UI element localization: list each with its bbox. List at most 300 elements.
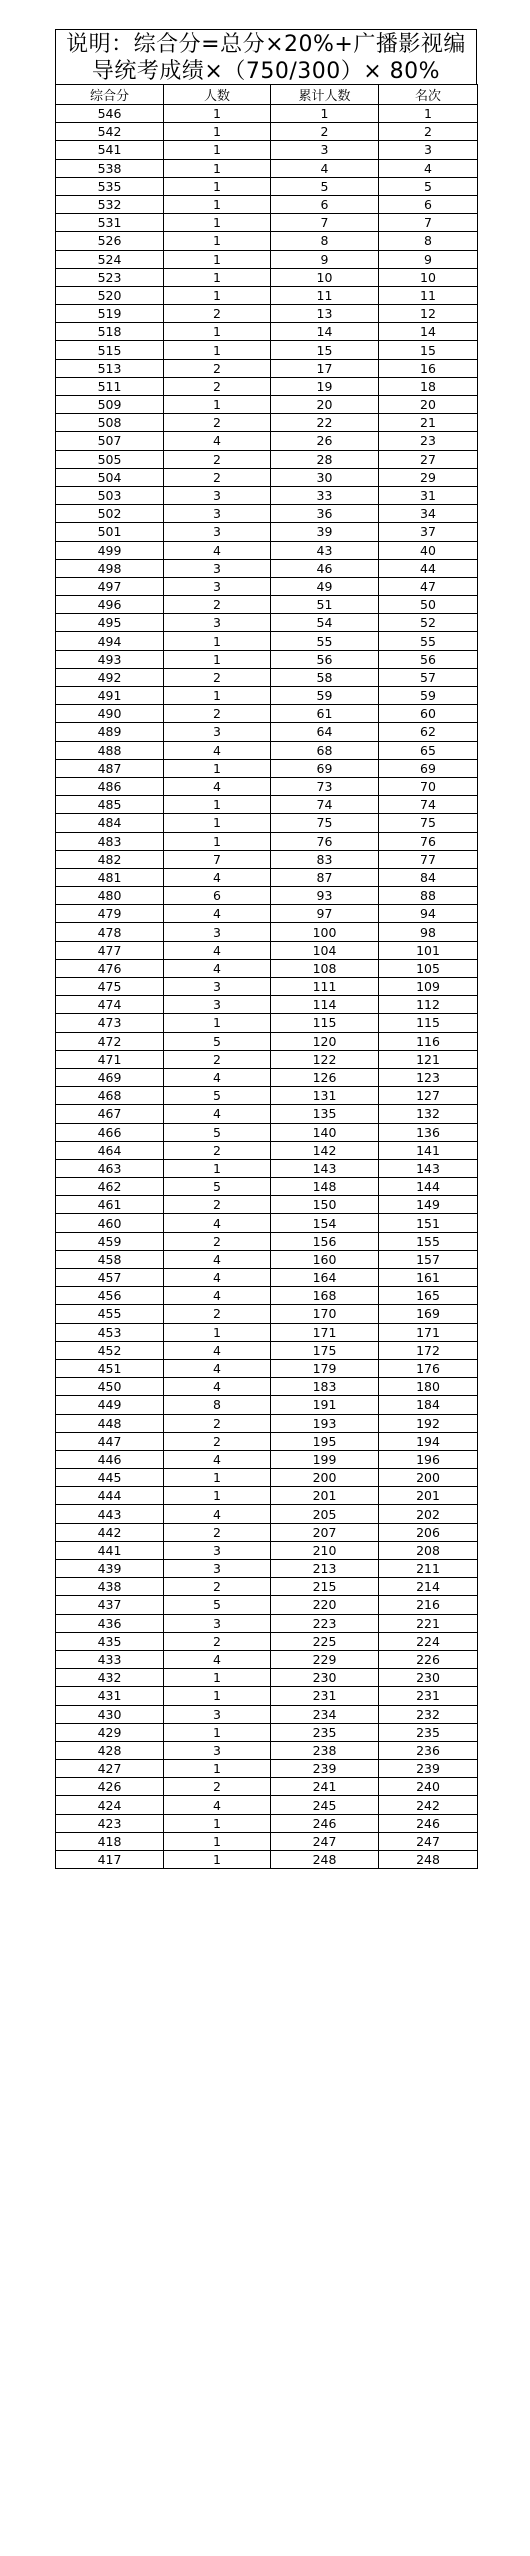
table-row bbox=[56, 1305, 478, 1323]
count-cell: 3 bbox=[164, 723, 271, 741]
score-cell: 450 bbox=[56, 1378, 164, 1396]
table-row bbox=[56, 723, 478, 741]
table-row bbox=[56, 286, 478, 304]
count-cell: 4 bbox=[164, 1341, 271, 1359]
score-cell: 482 bbox=[56, 850, 164, 868]
score-cell: 504 bbox=[56, 468, 164, 486]
cumulative-cell: 205 bbox=[271, 1505, 379, 1523]
score-cell: 526 bbox=[56, 232, 164, 250]
note-line-2: 导统考成绩×（750/300）× 80% bbox=[91, 59, 441, 84]
count-cell: 4 bbox=[164, 1650, 271, 1668]
rank-cell: 88 bbox=[379, 887, 478, 905]
count-cell: 3 bbox=[164, 1614, 271, 1632]
rank-cell: 165 bbox=[379, 1287, 478, 1305]
table-row bbox=[56, 450, 478, 468]
cumulative-cell: 104 bbox=[271, 941, 379, 959]
table-row bbox=[56, 1050, 478, 1068]
cumulative-cell: 207 bbox=[271, 1523, 379, 1541]
table-row bbox=[56, 1760, 478, 1778]
table-row bbox=[56, 396, 478, 414]
rank-cell: 176 bbox=[379, 1359, 478, 1377]
cumulative-cell: 201 bbox=[271, 1487, 379, 1505]
count-cell: 1 bbox=[164, 268, 271, 286]
count-cell: 1 bbox=[164, 214, 271, 232]
table-row bbox=[56, 1378, 478, 1396]
rank-cell: 8 bbox=[379, 232, 478, 250]
cumulative-cell: 154 bbox=[271, 1214, 379, 1232]
count-cell: 3 bbox=[164, 577, 271, 595]
count-cell: 2 bbox=[164, 1196, 271, 1214]
rank-cell: 12 bbox=[379, 305, 478, 323]
score-cell: 463 bbox=[56, 1159, 164, 1177]
count-cell: 4 bbox=[164, 959, 271, 977]
count-cell: 5 bbox=[164, 1087, 271, 1105]
score-cell: 435 bbox=[56, 1632, 164, 1650]
count-cell: 2 bbox=[164, 1050, 271, 1068]
score-cell: 464 bbox=[56, 1141, 164, 1159]
score-cell: 445 bbox=[56, 1469, 164, 1487]
table-row bbox=[56, 850, 478, 868]
count-cell: 2 bbox=[164, 1414, 271, 1432]
table-row bbox=[56, 541, 478, 559]
cumulative-cell: 108 bbox=[271, 959, 379, 977]
count-cell: 1 bbox=[164, 1760, 271, 1778]
rank-cell: 248 bbox=[379, 1851, 478, 1869]
rank-cell: 155 bbox=[379, 1232, 478, 1250]
score-cell: 427 bbox=[56, 1760, 164, 1778]
count-cell: 1 bbox=[164, 1669, 271, 1687]
header-row bbox=[56, 85, 478, 105]
table-row bbox=[56, 1359, 478, 1377]
rank-cell: 151 bbox=[379, 1214, 478, 1232]
rank-cell: 184 bbox=[379, 1396, 478, 1414]
rank-cell: 171 bbox=[379, 1323, 478, 1341]
rank-cell: 214 bbox=[379, 1578, 478, 1596]
rank-cell: 40 bbox=[379, 541, 478, 559]
rank-cell: 10 bbox=[379, 268, 478, 286]
table-row bbox=[56, 941, 478, 959]
score-cell: 524 bbox=[56, 250, 164, 268]
table-row bbox=[56, 1523, 478, 1541]
cumulative-cell: 230 bbox=[271, 1669, 379, 1687]
table-row bbox=[56, 1178, 478, 1196]
score-cell: 538 bbox=[56, 159, 164, 177]
cumulative-cell: 241 bbox=[271, 1778, 379, 1796]
score-cell: 531 bbox=[56, 214, 164, 232]
rank-cell: 50 bbox=[379, 596, 478, 614]
count-cell: 5 bbox=[164, 1032, 271, 1050]
table-row bbox=[56, 577, 478, 595]
rank-cell: 208 bbox=[379, 1541, 478, 1559]
cumulative-cell: 6 bbox=[271, 195, 379, 213]
table-row bbox=[56, 705, 478, 723]
count-cell: 1 bbox=[164, 1687, 271, 1705]
score-cell: 468 bbox=[56, 1087, 164, 1105]
count-cell: 1 bbox=[164, 286, 271, 304]
rank-cell: 231 bbox=[379, 1687, 478, 1705]
score-cell: 447 bbox=[56, 1432, 164, 1450]
count-cell: 4 bbox=[164, 1450, 271, 1468]
rank-cell: 132 bbox=[379, 1105, 478, 1123]
cumulative-cell: 75 bbox=[271, 814, 379, 832]
table-row bbox=[56, 1614, 478, 1632]
rank-cell: 172 bbox=[379, 1341, 478, 1359]
score-cell: 436 bbox=[56, 1614, 164, 1632]
table-row bbox=[56, 1232, 478, 1250]
cumulative-cell: 59 bbox=[271, 687, 379, 705]
rank-cell: 169 bbox=[379, 1305, 478, 1323]
table-row bbox=[56, 559, 478, 577]
cumulative-cell: 5 bbox=[271, 177, 379, 195]
table-row bbox=[56, 1196, 478, 1214]
score-cell: 461 bbox=[56, 1196, 164, 1214]
cumulative-cell: 9 bbox=[271, 250, 379, 268]
count-cell: 1 bbox=[164, 1723, 271, 1741]
count-cell: 1 bbox=[164, 1159, 271, 1177]
cumulative-cell: 111 bbox=[271, 978, 379, 996]
score-cell: 437 bbox=[56, 1596, 164, 1614]
rank-cell: 206 bbox=[379, 1523, 478, 1541]
score-cell: 479 bbox=[56, 905, 164, 923]
score-cell: 467 bbox=[56, 1105, 164, 1123]
table-row bbox=[56, 1832, 478, 1850]
cumulative-cell: 164 bbox=[271, 1269, 379, 1287]
table-row bbox=[56, 159, 478, 177]
count-cell: 2 bbox=[164, 1578, 271, 1596]
cumulative-cell: 200 bbox=[271, 1469, 379, 1487]
table-row bbox=[56, 832, 478, 850]
table-row bbox=[56, 105, 478, 123]
table-row bbox=[56, 1432, 478, 1450]
table-row bbox=[56, 1596, 478, 1614]
cumulative-cell: 83 bbox=[271, 850, 379, 868]
count-cell: 1 bbox=[164, 832, 271, 850]
rank-cell: 65 bbox=[379, 741, 478, 759]
rank-cell: 202 bbox=[379, 1505, 478, 1523]
count-cell: 1 bbox=[164, 814, 271, 832]
score-cell: 418 bbox=[56, 1832, 164, 1850]
table-row bbox=[56, 486, 478, 504]
score-cell: 487 bbox=[56, 759, 164, 777]
table-row bbox=[56, 1814, 478, 1832]
score-cell: 484 bbox=[56, 814, 164, 832]
cumulative-cell: 246 bbox=[271, 1814, 379, 1832]
count-cell: 2 bbox=[164, 359, 271, 377]
table-row bbox=[56, 759, 478, 777]
table-row bbox=[56, 1250, 478, 1268]
score-cell: 456 bbox=[56, 1287, 164, 1305]
rank-cell: 192 bbox=[379, 1414, 478, 1432]
cumulative-cell: 120 bbox=[271, 1032, 379, 1050]
count-cell: 3 bbox=[164, 978, 271, 996]
cumulative-cell: 51 bbox=[271, 596, 379, 614]
rank-cell: 4 bbox=[379, 159, 478, 177]
score-cell: 535 bbox=[56, 177, 164, 195]
count-cell: 1 bbox=[164, 250, 271, 268]
score-cell: 501 bbox=[56, 523, 164, 541]
table-row bbox=[56, 1687, 478, 1705]
count-cell: 2 bbox=[164, 1632, 271, 1650]
count-cell: 4 bbox=[164, 905, 271, 923]
score-cell: 452 bbox=[56, 1341, 164, 1359]
cumulative-cell: 199 bbox=[271, 1450, 379, 1468]
count-cell: 4 bbox=[164, 1378, 271, 1396]
table-row bbox=[56, 668, 478, 686]
count-cell: 5 bbox=[164, 1123, 271, 1141]
table-row bbox=[56, 887, 478, 905]
rank-cell: 21 bbox=[379, 414, 478, 432]
score-cell: 499 bbox=[56, 541, 164, 559]
rank-cell: 240 bbox=[379, 1778, 478, 1796]
cumulative-cell: 76 bbox=[271, 832, 379, 850]
table-row bbox=[56, 1123, 478, 1141]
cumulative-cell: 10 bbox=[271, 268, 379, 286]
cumulative-cell: 39 bbox=[271, 523, 379, 541]
table-row bbox=[56, 777, 478, 795]
table-row bbox=[56, 523, 478, 541]
score-cell: 457 bbox=[56, 1269, 164, 1287]
score-cell: 469 bbox=[56, 1068, 164, 1086]
cumulative-cell: 17 bbox=[271, 359, 379, 377]
cumulative-cell: 55 bbox=[271, 632, 379, 650]
cumulative-cell: 20 bbox=[271, 396, 379, 414]
cumulative-cell: 215 bbox=[271, 1578, 379, 1596]
score-cell: 426 bbox=[56, 1778, 164, 1796]
cumulative-cell: 100 bbox=[271, 923, 379, 941]
score-cell: 519 bbox=[56, 305, 164, 323]
table-row bbox=[56, 359, 478, 377]
rank-cell: 226 bbox=[379, 1650, 478, 1668]
count-cell: 3 bbox=[164, 505, 271, 523]
cumulative-cell: 210 bbox=[271, 1541, 379, 1559]
cumulative-cell: 46 bbox=[271, 559, 379, 577]
count-cell: 1 bbox=[164, 1014, 271, 1032]
rank-cell: 136 bbox=[379, 1123, 478, 1141]
cumulative-cell: 229 bbox=[271, 1650, 379, 1668]
rank-cell: 127 bbox=[379, 1087, 478, 1105]
cumulative-cell: 14 bbox=[271, 323, 379, 341]
score-cell: 424 bbox=[56, 1796, 164, 1814]
rank-cell: 6 bbox=[379, 195, 478, 213]
score-cell: 532 bbox=[56, 195, 164, 213]
rank-cell: 236 bbox=[379, 1741, 478, 1759]
table-row bbox=[56, 1450, 478, 1468]
count-cell: 4 bbox=[164, 1214, 271, 1232]
score-cell: 546 bbox=[56, 105, 164, 123]
score-cell: 459 bbox=[56, 1232, 164, 1250]
cumulative-cell: 56 bbox=[271, 650, 379, 668]
score-cell: 488 bbox=[56, 741, 164, 759]
table-row bbox=[56, 1032, 478, 1050]
count-cell: 1 bbox=[164, 1851, 271, 1869]
table-row bbox=[56, 214, 478, 232]
count-cell: 1 bbox=[164, 341, 271, 359]
cumulative-cell: 156 bbox=[271, 1232, 379, 1250]
cumulative-cell: 179 bbox=[271, 1359, 379, 1377]
rank-cell: 1 bbox=[379, 105, 478, 123]
count-cell: 4 bbox=[164, 1068, 271, 1086]
table-row bbox=[56, 1068, 478, 1086]
cumulative-cell: 122 bbox=[271, 1050, 379, 1068]
count-cell: 1 bbox=[164, 687, 271, 705]
score-cell: 462 bbox=[56, 1178, 164, 1196]
table-row bbox=[56, 323, 478, 341]
rank-cell: 105 bbox=[379, 959, 478, 977]
header-cumulative: 累计人数 bbox=[271, 85, 379, 105]
score-cell: 444 bbox=[56, 1487, 164, 1505]
score-cell: 494 bbox=[56, 632, 164, 650]
cumulative-cell: 114 bbox=[271, 996, 379, 1014]
cumulative-cell: 142 bbox=[271, 1141, 379, 1159]
table-row bbox=[56, 1560, 478, 1578]
score-cell: 507 bbox=[56, 432, 164, 450]
cumulative-cell: 131 bbox=[271, 1087, 379, 1105]
cumulative-cell: 234 bbox=[271, 1705, 379, 1723]
cumulative-cell: 247 bbox=[271, 1832, 379, 1850]
cumulative-cell: 148 bbox=[271, 1178, 379, 1196]
table-row bbox=[56, 741, 478, 759]
cumulative-cell: 168 bbox=[271, 1287, 379, 1305]
count-cell: 1 bbox=[164, 759, 271, 777]
table-row bbox=[56, 432, 478, 450]
score-cell: 455 bbox=[56, 1305, 164, 1323]
note-header bbox=[55, 29, 477, 84]
table-row bbox=[56, 1323, 478, 1341]
cumulative-cell: 135 bbox=[271, 1105, 379, 1123]
rank-cell: 157 bbox=[379, 1250, 478, 1268]
count-cell: 4 bbox=[164, 1505, 271, 1523]
rank-cell: 9 bbox=[379, 250, 478, 268]
cumulative-cell: 115 bbox=[271, 1014, 379, 1032]
count-cell: 1 bbox=[164, 1832, 271, 1850]
count-cell: 1 bbox=[164, 632, 271, 650]
cumulative-cell: 68 bbox=[271, 741, 379, 759]
score-cell: 503 bbox=[56, 486, 164, 504]
table-row bbox=[56, 250, 478, 268]
cumulative-cell: 28 bbox=[271, 450, 379, 468]
rank-cell: 47 bbox=[379, 577, 478, 595]
table-row bbox=[56, 1269, 478, 1287]
rank-cell: 29 bbox=[379, 468, 478, 486]
count-cell: 3 bbox=[164, 1705, 271, 1723]
score-cell: 438 bbox=[56, 1578, 164, 1596]
table-row bbox=[56, 687, 478, 705]
rank-cell: 55 bbox=[379, 632, 478, 650]
score-cell: 476 bbox=[56, 959, 164, 977]
count-cell: 2 bbox=[164, 468, 271, 486]
count-cell: 3 bbox=[164, 486, 271, 504]
rank-cell: 221 bbox=[379, 1614, 478, 1632]
score-cell: 480 bbox=[56, 887, 164, 905]
table-row bbox=[56, 978, 478, 996]
table-row bbox=[56, 123, 478, 141]
score-cell: 492 bbox=[56, 668, 164, 686]
count-cell: 3 bbox=[164, 996, 271, 1014]
table-row bbox=[56, 796, 478, 814]
score-cell: 441 bbox=[56, 1541, 164, 1559]
table-row bbox=[56, 468, 478, 486]
cumulative-cell: 30 bbox=[271, 468, 379, 486]
score-cell: 486 bbox=[56, 777, 164, 795]
rank-cell: 11 bbox=[379, 286, 478, 304]
score-cell: 432 bbox=[56, 1669, 164, 1687]
score-cell: 509 bbox=[56, 396, 164, 414]
rank-cell: 14 bbox=[379, 323, 478, 341]
rank-cell: 27 bbox=[379, 450, 478, 468]
cumulative-cell: 220 bbox=[271, 1596, 379, 1614]
cumulative-cell: 191 bbox=[271, 1396, 379, 1414]
rank-cell: 94 bbox=[379, 905, 478, 923]
count-cell: 4 bbox=[164, 941, 271, 959]
score-cell: 511 bbox=[56, 377, 164, 395]
score-cell: 428 bbox=[56, 1741, 164, 1759]
count-cell: 2 bbox=[164, 705, 271, 723]
cumulative-cell: 170 bbox=[271, 1305, 379, 1323]
table-row bbox=[56, 959, 478, 977]
rank-cell: 101 bbox=[379, 941, 478, 959]
count-cell: 4 bbox=[164, 1287, 271, 1305]
table-row bbox=[56, 1487, 478, 1505]
count-cell: 1 bbox=[164, 1814, 271, 1832]
count-cell: 4 bbox=[164, 1105, 271, 1123]
cumulative-cell: 61 bbox=[271, 705, 379, 723]
rank-cell: 247 bbox=[379, 1832, 478, 1850]
score-cell: 429 bbox=[56, 1723, 164, 1741]
cumulative-cell: 239 bbox=[271, 1760, 379, 1778]
rank-cell: 216 bbox=[379, 1596, 478, 1614]
cumulative-cell: 213 bbox=[271, 1560, 379, 1578]
score-cell: 481 bbox=[56, 868, 164, 886]
rank-cell: 98 bbox=[379, 923, 478, 941]
table-row bbox=[56, 868, 478, 886]
score-cell: 495 bbox=[56, 614, 164, 632]
rank-cell: 16 bbox=[379, 359, 478, 377]
table-row bbox=[56, 923, 478, 941]
count-cell: 4 bbox=[164, 868, 271, 886]
count-cell: 3 bbox=[164, 523, 271, 541]
rank-cell: 20 bbox=[379, 396, 478, 414]
table-row bbox=[56, 1141, 478, 1159]
score-cell: 485 bbox=[56, 796, 164, 814]
cumulative-cell: 87 bbox=[271, 868, 379, 886]
rank-cell: 196 bbox=[379, 1450, 478, 1468]
table-row bbox=[56, 1396, 478, 1414]
rank-cell: 56 bbox=[379, 650, 478, 668]
cumulative-cell: 195 bbox=[271, 1432, 379, 1450]
score-cell: 466 bbox=[56, 1123, 164, 1141]
rank-cell: 239 bbox=[379, 1760, 478, 1778]
cumulative-cell: 33 bbox=[271, 486, 379, 504]
rank-cell: 75 bbox=[379, 814, 478, 832]
count-cell: 2 bbox=[164, 450, 271, 468]
rank-cell: 224 bbox=[379, 1632, 478, 1650]
rank-cell: 77 bbox=[379, 850, 478, 868]
rank-cell: 69 bbox=[379, 759, 478, 777]
score-cell: 490 bbox=[56, 705, 164, 723]
score-sheet bbox=[55, 29, 477, 1869]
cumulative-cell: 3 bbox=[271, 141, 379, 159]
table-row bbox=[56, 505, 478, 523]
table-row bbox=[56, 1014, 478, 1032]
table-row bbox=[56, 632, 478, 650]
count-cell: 4 bbox=[164, 1796, 271, 1814]
score-cell: 496 bbox=[56, 596, 164, 614]
count-cell: 4 bbox=[164, 1269, 271, 1287]
rank-cell: 123 bbox=[379, 1068, 478, 1086]
count-cell: 2 bbox=[164, 377, 271, 395]
table-row bbox=[56, 1796, 478, 1814]
cumulative-cell: 171 bbox=[271, 1323, 379, 1341]
